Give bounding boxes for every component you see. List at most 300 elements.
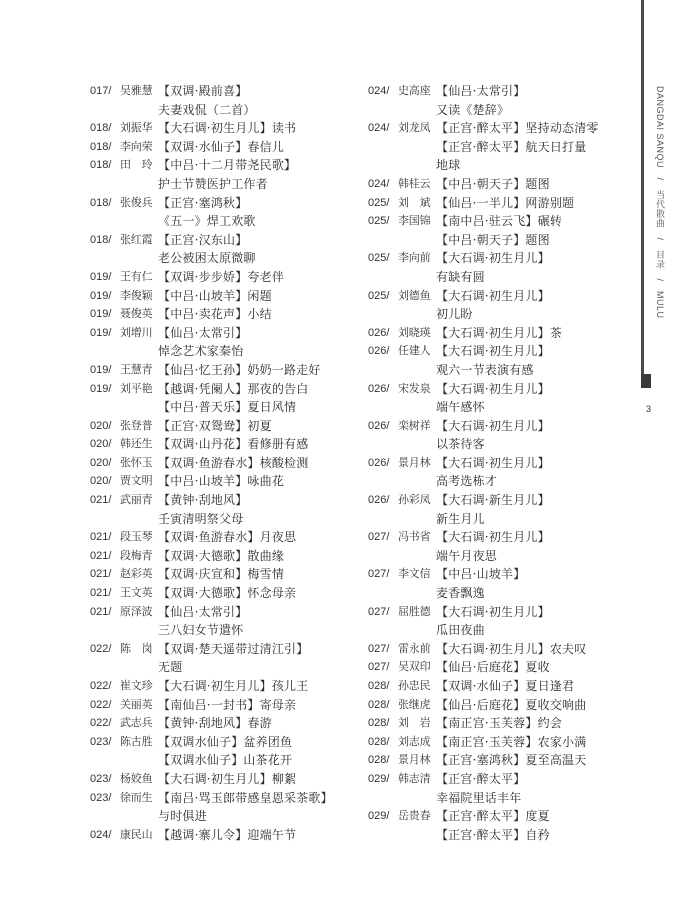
toc-line <box>90 268 352 287</box>
work-title: 【大石调·初生月儿】茶 <box>436 325 563 340</box>
author-name: 任建人 <box>398 345 431 358</box>
toc-line <box>368 640 636 659</box>
work-title: 【双调·水仙子】夏日逢君 <box>436 679 575 693</box>
work-title: 【正宫·醉太平】 <box>436 771 526 786</box>
toc-right-column <box>368 82 636 844</box>
toc-line <box>90 658 352 677</box>
toc-line <box>368 491 636 510</box>
author-name: 刘振华 <box>120 122 153 135</box>
page-ref: 021/ <box>90 494 112 507</box>
toc-line <box>368 417 636 436</box>
toc-entry <box>90 454 352 473</box>
author-name: 韩还生 <box>120 438 153 451</box>
work-title: 【大石调·初生月儿】 <box>436 530 550 545</box>
author-name: 张怀玉 <box>120 456 153 469</box>
toc-entry <box>90 528 352 547</box>
toc-entry <box>368 751 636 770</box>
work-title: 【越调·寨儿令】迎端午节 <box>158 827 297 842</box>
toc-line <box>90 696 352 715</box>
work-title: 【中吕·普天乐】夏日风情 <box>158 400 297 415</box>
page-ref: 018/ <box>90 122 112 135</box>
toc-line <box>368 789 636 808</box>
toc-entry <box>368 658 636 677</box>
toc-line <box>90 565 352 584</box>
work-title: 无题 <box>158 660 183 675</box>
author-name: 武志兵 <box>120 717 153 730</box>
work-title: 【大石调·初生月儿】读书 <box>158 121 297 136</box>
toc-line <box>90 212 352 231</box>
work-title: 【大石调·初生月儿】 <box>436 288 550 303</box>
work-title: 悼念艺术家秦怡 <box>158 344 244 359</box>
author-name: 吴雅慧 <box>120 85 153 97</box>
page-ref: 023/ <box>90 735 112 748</box>
toc-entry <box>90 156 352 193</box>
toc-line <box>90 194 352 213</box>
author-name: 聂俊英 <box>120 308 153 321</box>
work-title: 有缺有圆 <box>436 269 485 284</box>
author-name: 关丽英 <box>120 698 153 711</box>
work-title: 老公被困太原微聊 <box>158 251 256 266</box>
toc-entry <box>90 640 352 677</box>
toc-entry <box>90 491 352 528</box>
toc-entry <box>368 807 636 844</box>
toc-entry <box>368 733 636 752</box>
toc-line <box>368 156 636 175</box>
page-ref: 026/ <box>368 382 390 395</box>
work-title: 壬寅清明祭父母 <box>158 511 244 526</box>
author-name: 孙忠民 <box>398 680 431 692</box>
toc-left-column <box>90 82 352 844</box>
toc-line <box>90 101 352 120</box>
author-name: 李向荣 <box>120 140 153 153</box>
work-title: 瓜田夜曲 <box>436 623 485 638</box>
toc-entry <box>368 640 636 659</box>
work-title: 【正宫·汉东山】 <box>158 232 248 247</box>
author-name: 宋发泉 <box>398 382 431 395</box>
toc-line <box>368 603 636 622</box>
page-ref: 027/ <box>368 661 390 674</box>
work-title: 观六一节表演有感 <box>436 362 534 377</box>
work-title: 【双调·山丹花】看修册有感 <box>158 437 309 452</box>
toc-entry <box>90 119 352 138</box>
page-ref: 021/ <box>90 605 112 618</box>
page-ref: 029/ <box>368 810 390 823</box>
toc-entry <box>90 194 352 231</box>
author-name: 段玉琴 <box>120 531 153 544</box>
work-title: 【大石调·初生月儿】 <box>436 381 550 396</box>
toc-line <box>368 677 636 696</box>
toc-entry <box>368 119 636 175</box>
work-title: 【中吕·朝天子】题图 <box>436 176 550 191</box>
toc-entry <box>90 305 352 324</box>
toc-line <box>368 380 636 399</box>
toc-line <box>368 584 636 603</box>
toc-line <box>368 138 636 157</box>
work-title: 【南中吕·驻云飞】碾转 <box>436 214 563 229</box>
toc-line <box>90 826 352 845</box>
toc-line <box>368 826 636 845</box>
toc-line <box>368 565 636 584</box>
author-name: 刘平艳 <box>120 382 153 395</box>
toc-entry <box>368 212 636 249</box>
toc-entry <box>90 547 352 566</box>
toc-line <box>368 231 636 250</box>
page-ref: 025/ <box>368 289 390 302</box>
author-name: 贾文明 <box>120 475 153 488</box>
author-name: 刘龙凤 <box>398 122 431 135</box>
toc-entry <box>368 714 636 733</box>
work-title: 【大石调·初生月儿】孩儿王 <box>158 679 309 693</box>
work-title: 【双调·楚天遥带过清江引】 <box>158 641 309 656</box>
toc-entry <box>90 696 352 715</box>
toc-line <box>368 751 636 770</box>
toc-entry <box>90 435 352 454</box>
author-name: 史高座 <box>398 85 431 97</box>
work-title: 【大石调·新生月儿】 <box>436 493 550 508</box>
work-title: 《五一》焊工欢歌 <box>158 214 256 229</box>
work-title: 【仙吕·忆王孙】奶奶一路走好 <box>158 362 321 377</box>
toc-entry <box>368 417 636 454</box>
toc-entry <box>368 342 636 379</box>
work-title: 【仙吕·后庭花】夏收交响曲 <box>436 697 587 712</box>
toc-line <box>90 789 352 808</box>
author-name: 刘志成 <box>398 735 431 748</box>
author-name: 李文信 <box>398 568 431 581</box>
work-title: 与时俱进 <box>158 809 207 824</box>
author-name: 孙彩凤 <box>398 494 431 507</box>
toc-line <box>90 156 352 175</box>
author-name: 岳贵春 <box>398 810 431 823</box>
toc-entry <box>90 231 352 268</box>
page-ref: 021/ <box>90 587 112 600</box>
page-ref: 027/ <box>368 642 390 655</box>
page-ref: 018/ <box>90 159 112 172</box>
toc-line <box>368 249 636 268</box>
toc-line <box>90 435 352 454</box>
author-name: 段梅青 <box>120 549 153 562</box>
page-ref: 023/ <box>90 791 112 804</box>
work-title: 【正宫·醉太平】航天日打量 <box>436 139 587 154</box>
page-ref: 024/ <box>90 828 112 841</box>
work-title: 【正宫·醉太平】自矜 <box>436 827 550 842</box>
toc-line <box>90 677 352 696</box>
work-title: 【仙吕·太常引】 <box>158 604 248 619</box>
toc-entry <box>368 287 636 324</box>
toc-line <box>368 528 636 547</box>
work-title: 又读《楚辞》 <box>436 102 510 117</box>
author-name: 赵彩英 <box>120 568 153 581</box>
page-ref: 022/ <box>90 642 112 655</box>
work-title: 【越调·凭阑人】那夜的告白 <box>158 381 309 396</box>
work-title: 【大石调·初生月儿】 <box>436 604 550 619</box>
author-name: 屈胜德 <box>398 605 431 618</box>
toc-line <box>368 398 636 417</box>
toc-line <box>368 175 636 194</box>
work-title: 【正宫·塞鸿秋】 <box>158 195 248 210</box>
toc-line <box>90 305 352 324</box>
author-name: 刘晓瑛 <box>398 326 431 339</box>
work-title: 【正宫·醉太平】度夏 <box>436 809 550 824</box>
page-ref: 019/ <box>90 363 112 376</box>
toc-entry <box>368 491 636 528</box>
toc-entry <box>368 249 636 286</box>
toc-entry <box>90 714 352 733</box>
toc-entry <box>90 733 352 770</box>
toc-line <box>90 491 352 510</box>
work-title: 【南仙吕·一封书】寄母亲 <box>158 697 297 712</box>
author-name: 崔文珍 <box>120 680 153 692</box>
work-title: 【双调·步步娇】夸老伴 <box>158 269 285 284</box>
page-ref: 025/ <box>368 215 390 228</box>
toc-entry <box>368 565 636 602</box>
work-title: 【仙吕·太常引】 <box>436 84 526 98</box>
toc-entry <box>368 82 636 119</box>
work-title: 地球 <box>436 158 461 173</box>
page-ref: 021/ <box>90 531 112 544</box>
running-title: DANGDAI SANQU / 当代散曲 / 目录 / MULU <box>655 86 665 319</box>
toc-line <box>368 119 636 138</box>
author-name: 吴双印 <box>398 661 431 674</box>
work-title: 【双调·鱼游春水】月夜思 <box>158 530 297 545</box>
toc-entry <box>368 380 636 417</box>
toc-entry <box>90 324 352 361</box>
work-title: 【大石调·初生月儿】 <box>436 251 550 266</box>
author-name: 王有仁 <box>120 270 153 283</box>
author-name: 原泽波 <box>120 605 153 618</box>
work-title: 【双调水仙子】盆养团鱼 <box>158 734 293 749</box>
toc-line <box>90 584 352 603</box>
work-title: 【中吕·山坡羊】 <box>436 567 526 582</box>
page-ref: 021/ <box>90 568 112 581</box>
work-title: 【正宫·双鸳鸯】初夏 <box>158 418 272 433</box>
page-ref: 026/ <box>368 345 390 358</box>
page-ref: 026/ <box>368 326 390 339</box>
toc-line <box>90 640 352 659</box>
toc-entry <box>90 82 352 119</box>
toc-line <box>90 751 352 770</box>
toc-line <box>90 621 352 640</box>
toc-line <box>368 268 636 287</box>
work-title: 【双调·鱼游春水】核酸检测 <box>158 455 309 470</box>
toc-line <box>90 361 352 380</box>
page-ref: 028/ <box>368 717 390 730</box>
work-title: 【黄钟·刮地风】春游 <box>158 716 272 731</box>
author-name: 雷永前 <box>398 642 431 655</box>
page-ref: 019/ <box>90 289 112 302</box>
toc-line <box>368 287 636 306</box>
toc-line <box>368 342 636 361</box>
work-title: 【南正宫·玉芙蓉】约会 <box>436 716 563 731</box>
toc-line <box>368 82 636 101</box>
page-ref: 020/ <box>90 419 112 432</box>
author-name: 韩桂云 <box>398 177 431 190</box>
work-title: 【黄钟·刮地风】 <box>158 493 248 508</box>
toc-line <box>90 547 352 566</box>
toc-entry <box>90 380 352 417</box>
page-ref: 020/ <box>90 456 112 469</box>
page-ref: 018/ <box>90 196 112 209</box>
author-name: 武丽青 <box>120 494 153 507</box>
page-ref: 022/ <box>90 717 112 730</box>
toc-entry <box>368 770 636 807</box>
toc-line <box>90 417 352 436</box>
page-number: 3 <box>646 404 652 414</box>
toc-line <box>90 342 352 361</box>
toc-entry <box>368 175 636 194</box>
author-name: 刘 岩 <box>398 717 431 730</box>
author-name: 景月林 <box>398 754 431 767</box>
toc-entry <box>368 696 636 715</box>
toc-entry <box>90 603 352 640</box>
author-name: 康民山 <box>120 828 153 841</box>
page-ref: 027/ <box>368 568 390 581</box>
toc-line <box>368 733 636 752</box>
toc-entry <box>90 826 352 845</box>
page-ref: 019/ <box>90 270 112 283</box>
toc-entry <box>368 677 636 696</box>
toc-entry <box>90 472 352 491</box>
toc-entry <box>90 789 352 826</box>
page-ref: 023/ <box>90 772 112 785</box>
work-title: 三八妇女节遣怀 <box>158 623 244 638</box>
work-title: 【南正宫·玉芙蓉】农家小满 <box>436 734 587 749</box>
author-name: 王文英 <box>120 587 153 600</box>
toc-entry <box>90 677 352 696</box>
sidebar-rule <box>641 0 644 388</box>
toc-line <box>368 361 636 380</box>
author-name: 张红霞 <box>120 233 153 246</box>
toc-entry <box>368 454 636 491</box>
page-ref: 029/ <box>368 772 390 785</box>
toc-entry <box>368 324 636 343</box>
toc-entry <box>368 194 636 213</box>
toc-line <box>368 305 636 324</box>
work-title: 【大石调·初生月儿】柳絮 <box>158 771 297 786</box>
toc-line <box>90 733 352 752</box>
work-title: 【南吕·骂玉郎带感皇恩采茶歌】 <box>158 790 333 805</box>
page-ref: 028/ <box>368 698 390 711</box>
work-title: 【中吕·十二月带尧民歌】 <box>158 158 297 173</box>
toc-line <box>90 714 352 733</box>
page-ref: 018/ <box>90 233 112 246</box>
work-title: 【大石调·初生月儿】农夫叹 <box>436 641 587 656</box>
toc-line <box>368 435 636 454</box>
page-ref: 018/ <box>90 140 112 153</box>
author-name: 杨姣鱼 <box>120 772 153 785</box>
toc-line <box>90 138 352 157</box>
page-ref: 026/ <box>368 456 390 469</box>
page-ref: 026/ <box>368 419 390 432</box>
author-name: 景月林 <box>398 456 431 469</box>
toc-line <box>90 287 352 306</box>
toc-line <box>368 212 636 231</box>
work-title: 幸福院里话丰年 <box>436 790 522 805</box>
toc-line <box>368 621 636 640</box>
work-title: 【双调·大德歌】怀念母亲 <box>158 586 297 601</box>
page-ref: 028/ <box>368 735 390 748</box>
author-name: 陈古胜 <box>120 735 153 748</box>
work-title: 【双调·殿前喜】 <box>158 84 248 98</box>
author-name: 徐而生 <box>120 791 153 804</box>
toc-line <box>90 82 352 101</box>
work-title: 新生月儿 <box>436 511 485 526</box>
page-ref: 019/ <box>90 308 112 321</box>
work-title: 初儿盼 <box>436 307 473 322</box>
toc-entry <box>90 417 352 436</box>
author-name: 王慧青 <box>120 363 153 376</box>
work-title: 【仙吕·太常引】 <box>158 325 248 340</box>
page-ref: 017/ <box>90 85 112 97</box>
page-ref: 025/ <box>368 196 390 209</box>
page-ref: 024/ <box>368 85 390 97</box>
author-name: 刘德鱼 <box>398 289 431 302</box>
toc-line <box>90 510 352 529</box>
toc-line <box>90 454 352 473</box>
author-name: 栾树祥 <box>398 419 431 432</box>
work-title: 【双调水仙子】山茶花开 <box>158 753 293 768</box>
work-title: 【双调·大德歌】散曲缘 <box>158 548 285 563</box>
toc-line <box>90 231 352 250</box>
work-title: 端午月夜思 <box>436 548 498 563</box>
toc-line <box>368 696 636 715</box>
toc-line <box>90 603 352 622</box>
page-ref: 019/ <box>90 326 112 339</box>
toc-line <box>90 770 352 789</box>
author-name: 张俊兵 <box>120 196 153 209</box>
toc-entry <box>368 528 636 565</box>
page-ref: 024/ <box>368 177 390 190</box>
work-title: 【大石调·初生月儿】 <box>436 418 550 433</box>
work-title: 【中吕·山坡羊】闲题 <box>158 288 272 303</box>
work-title: 夫妻戏侃（二首） <box>158 102 256 117</box>
page-ref: 019/ <box>90 382 112 395</box>
author-name: 刘 斌 <box>398 196 431 209</box>
toc-line <box>90 528 352 547</box>
author-name: 田 玲 <box>120 159 153 172</box>
toc-line <box>90 380 352 399</box>
toc-line <box>90 807 352 826</box>
toc-line <box>368 770 636 789</box>
toc-entry <box>90 565 352 584</box>
toc-line <box>90 175 352 194</box>
author-name: 刘增川 <box>120 326 153 339</box>
page-ref: 028/ <box>368 680 390 692</box>
author-name: 李俊颖 <box>120 289 153 302</box>
work-title: 高考选栋才 <box>436 474 498 489</box>
page-ref: 022/ <box>90 680 112 692</box>
page-ref: 027/ <box>368 531 390 544</box>
toc-line <box>368 324 636 343</box>
author-name: 李向前 <box>398 252 431 265</box>
page-ref: 024/ <box>368 122 390 135</box>
work-title: 端午感怀 <box>436 400 485 415</box>
author-name: 张登普 <box>120 419 153 432</box>
toc-line <box>90 324 352 343</box>
toc-entry <box>368 603 636 640</box>
toc-line <box>368 472 636 491</box>
work-title: 麦香飘逸 <box>436 586 485 601</box>
toc-line <box>90 249 352 268</box>
page-ref: 026/ <box>368 494 390 507</box>
work-title: 护士节赞医护工作者 <box>158 176 268 191</box>
work-title: 【大石调·初生月儿】 <box>436 455 550 470</box>
toc-line <box>368 714 636 733</box>
toc-line <box>368 547 636 566</box>
author-name: 李国锦 <box>398 215 431 228</box>
work-title: 【双调·庆宣和】梅雪情 <box>158 567 285 582</box>
toc-line <box>90 398 352 417</box>
page-ref: 020/ <box>90 475 112 488</box>
